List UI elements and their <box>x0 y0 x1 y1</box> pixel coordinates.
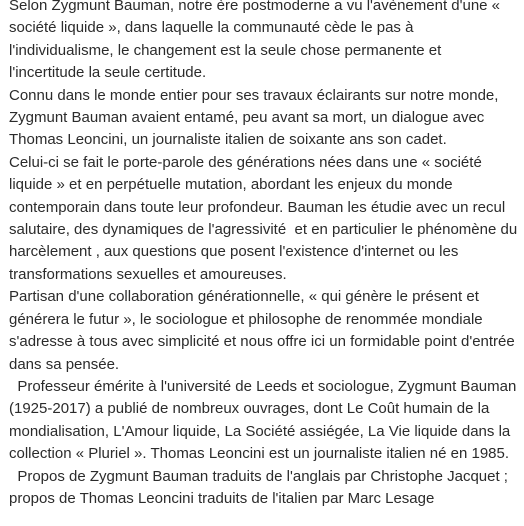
paragraph-traduction: Propos de Zygmunt Bauman traduits de l'anglais par Christophe Jacquet ; propos de Thomas Leoncini traduits de l'italien par Marc Lesage <box>9 467 513 507</box>
paragraph-professeur: Professeur émérite à l'université de Leeds et sociologue, Zygmunt Bauman (1925-2017) a publié de nombreux ouvrages, dont Le Coût humain de la mondialisation, L'Amour liquide, La Société assiégée, La Vie liquide dans la collection « Pluriel ». Thomas Leoncini est un journaliste italien né en 1985. <box>9 377 521 463</box>
paragraph-bauman-dialogue: Connu dans le monde entier pour ses travaux éclairants sur notre monde, Zygmunt Bauman avaient entamé, peu avant sa mort, un dialogue avec Thomas Leoncini, un journaliste italien de soixante ans son cadet. <box>9 86 503 149</box>
paragraph-collaboration: Partisan d'une collaboration générationnelle, « qui génère le présent et générera le futur », le sociologue et philosophe de renommée mondiale s'adresse à tous avec simplicité et nous offre ici un formidable point d'entrée dans sa pensée. <box>9 288 519 373</box>
paragraph-societe-liquide: Selon Zygmunt Bauman, notre ère postmoderne a vu l'avènement d'une « société liquide », dans laquelle la communauté cède le pas à l'individualisme, le changement est la seule chose permanente et l'incertitude la seule certitude. <box>9 0 505 82</box>
paragraph-porte-parole: Celui-ci se fait le porte-parole des générations nées dans une « société liquide » et en perpétuelle mutation, abordant les enjeux du monde contemporain dans toute leur profondeur. Bauman les étudie avec un recul salutaire, des dynamiques de l'agressivité et en particulier le phénomène du harcèlement , aux questions que posent l'existence d'internet ou les transformations sexuelles et amoureuses. <box>9 153 522 283</box>
